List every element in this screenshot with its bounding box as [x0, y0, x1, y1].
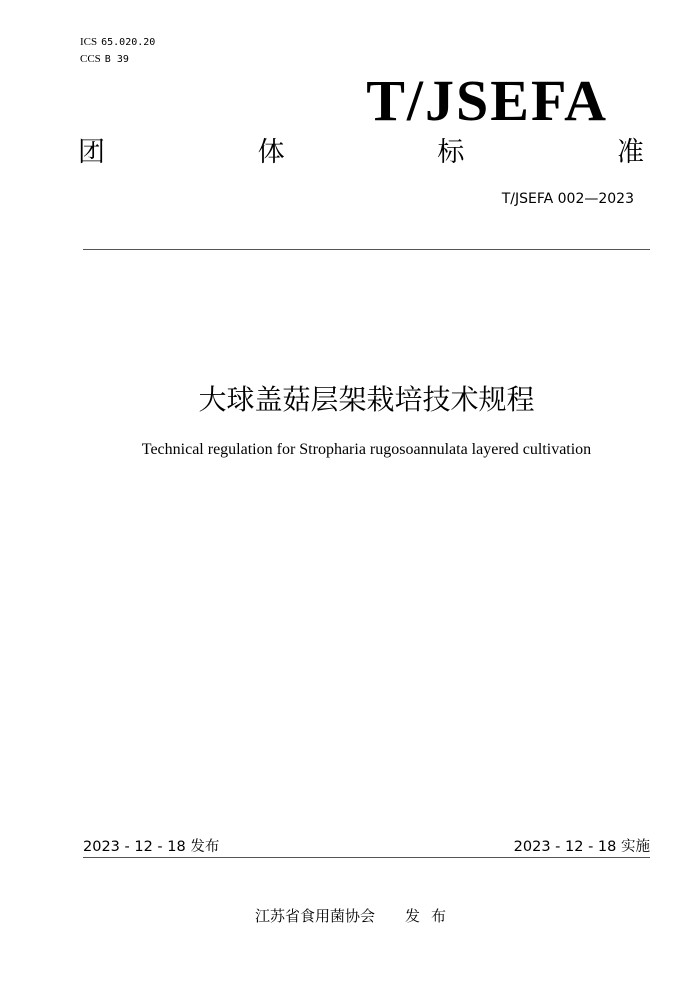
- ics-code: [80, 34, 155, 51]
- footer-divider: [83, 857, 650, 858]
- issue-date: 2023 - 12 - 18 发布: [83, 839, 220, 855]
- standard-type: [78, 136, 644, 170]
- ics-value: 65.020.20: [101, 37, 156, 48]
- implementation-date: 2023 - 12 - 18 实施: [513, 839, 650, 855]
- standard-number: T/JSEFA 002—2023: [501, 191, 634, 207]
- issuer-line: [255, 905, 457, 926]
- document-title-english: Technical regulation for Stropharia rugosoannulata layered cultivation: [141, 441, 592, 458]
- issuer-name: 江苏省食用菌协会: [255, 907, 376, 925]
- association-logo-text: T/JSEFA: [366, 68, 608, 133]
- standard-type-char: 体: [257, 137, 285, 168]
- ics-label: ICS: [80, 36, 98, 48]
- standard-type-char: 团: [78, 137, 105, 168]
- document-title-chinese: 大球盖菇层架栽培技术规程: [198, 383, 535, 416]
- standard-type-char: 标: [437, 137, 465, 168]
- classification-codes: [80, 34, 155, 68]
- standard-type-char: 准: [616, 137, 644, 168]
- header-divider: [83, 249, 650, 250]
- issuer-action: 发布: [405, 907, 458, 925]
- ccs-label: CCS: [80, 53, 101, 65]
- ccs-code: [80, 51, 155, 68]
- ccs-value: B 39: [104, 54, 129, 65]
